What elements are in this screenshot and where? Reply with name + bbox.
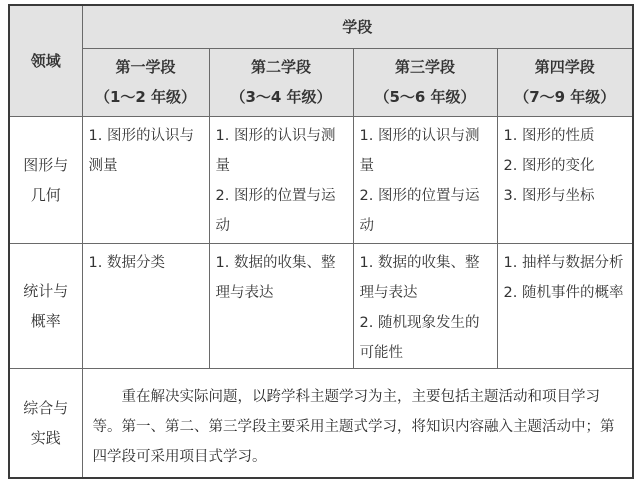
content-cell	[82, 243, 209, 368]
domain-cell	[9, 243, 82, 368]
domain-label-line: 几何	[30, 185, 61, 204]
stage-header-3	[353, 48, 497, 116]
domain-header	[9, 5, 82, 116]
header-row-2	[9, 48, 633, 116]
content-cell	[353, 116, 497, 243]
stage-grades: （1～2 年级）	[94, 88, 197, 106]
content-item: 1. 图形的认识与测量	[88, 127, 194, 174]
stage-header-4	[497, 48, 633, 116]
content-item: 2. 图形的位置与运动	[215, 187, 336, 234]
content-item: 3. 图形与坐标	[503, 187, 595, 204]
content-item: 1. 数据分类	[88, 254, 165, 271]
curriculum-table	[8, 4, 634, 479]
content-item: 2. 图形的位置与运动	[359, 187, 480, 234]
stage-name: 第二学段	[250, 58, 311, 76]
domain-label-line: 统计与	[23, 281, 69, 300]
content-cell	[353, 243, 497, 368]
table-row-statistics	[9, 243, 633, 368]
content-cell	[82, 116, 209, 243]
domain-label-line: 综合与	[23, 398, 69, 417]
stage-name: 第四学段	[534, 58, 595, 76]
domain-label-line: 概率	[30, 311, 61, 330]
domain-label-line: 图形与	[23, 155, 69, 174]
stage-grades: （5～6 年级）	[374, 88, 476, 106]
practice-description: 重在解决实际问题，以跨学科主题学习为主，主要包括主题活动和项目学习等。第一、第二、第三学段主要采用主题式学习，将知识内容融入主题活动中；第四学段可采用项目式学习。	[82, 368, 633, 478]
table-row-practice	[9, 368, 633, 478]
content-item: 1. 图形的性质	[503, 127, 595, 144]
content-item: 1. 数据的收集、整理与表达	[215, 254, 336, 301]
content-cell	[209, 116, 353, 243]
content-item: 2. 随机现象发生的可能性	[359, 314, 480, 361]
content-item: 1. 图形的认识与测量	[359, 127, 480, 174]
content-cell	[497, 116, 633, 243]
content-cell	[209, 243, 353, 368]
stage-name: 第一学段	[115, 58, 176, 76]
content-item: 1. 图形的认识与测量	[215, 127, 336, 174]
stage-grades: （7～9 年级）	[514, 88, 616, 106]
domain-cell	[9, 116, 82, 243]
domain-header-label: 领域	[30, 52, 61, 71]
stage-header-2	[209, 48, 353, 116]
stage-grades: （3～4 年级）	[230, 88, 332, 106]
stage-group-header	[82, 5, 633, 48]
content-item: 1. 抽样与数据分析	[503, 254, 624, 271]
stage-header-1	[82, 48, 209, 116]
header-row-1	[9, 5, 633, 48]
table-row-geometry	[9, 116, 633, 243]
domain-cell	[9, 368, 82, 478]
content-item: 1. 数据的收集、整理与表达	[359, 254, 480, 301]
stage-name: 第三学段	[394, 58, 455, 76]
stage-group-label: 学段	[342, 18, 373, 37]
content-cell	[497, 243, 633, 368]
domain-label-line: 实践	[30, 428, 61, 447]
content-item: 2. 图形的变化	[503, 157, 595, 174]
content-item: 2. 随机事件的概率	[503, 284, 624, 301]
